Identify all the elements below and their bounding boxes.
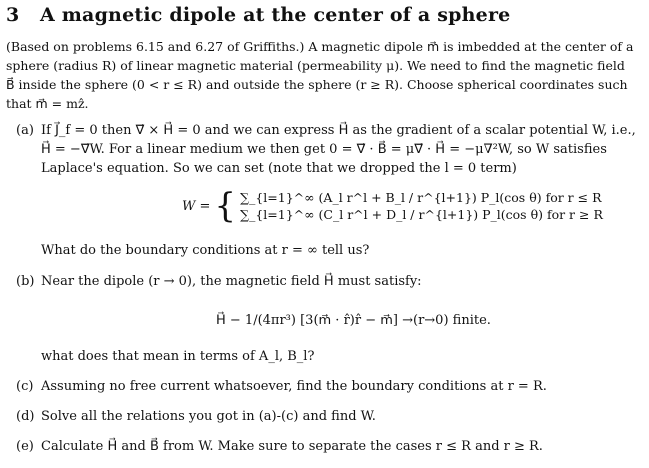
left-brace: {	[214, 186, 237, 226]
intro-line: that m⃗ = mẑ.	[6, 96, 89, 111]
part-e-text: Calculate H⃗ and B⃗ from W. Make sure to separate the cases r ≤ R and r ≥ R.	[41, 439, 543, 454]
intro-line: B⃗ inside the sphere (0 < r ≤ R) and outside the sphere (r ≥ R). Choose spherical coordinates such	[6, 77, 628, 92]
equation-cases	[240, 189, 603, 223]
part-b-text: Near the dipole (r → 0), the magnetic field H⃗ must satisfy:	[41, 274, 422, 289]
part-a-text	[41, 121, 636, 178]
part-b-label: (b)	[16, 274, 35, 289]
part-b-question: what does that mean in terms of A_l, B_l?	[41, 349, 315, 364]
section-title: A magnetic dipole at the center of a sphere	[40, 4, 511, 26]
section-heading	[6, 4, 510, 26]
equation-lhs: W =	[182, 198, 211, 214]
equation-case-outside: ∑_{l=1}^∞ (C_l r^l + D_l / r^{l+1}) P_l(cos θ) for r ≥ R	[240, 207, 603, 222]
part-c-text: Assuming no free current whatsoever, find the boundary conditions at r = R.	[41, 379, 547, 394]
dipole-limit-equation: H⃗ − 1/(4πr³) [3(m⃗ · r̂)r̂ − m⃗] →(r→0) finite.	[216, 313, 491, 328]
part-d-label: (d)	[16, 409, 35, 424]
part-a-line: If J⃗_f = 0 then ∇⃗ × H⃗ = 0 and we can express H⃗ as the gradient of a scalar potential W, i.e.,	[41, 123, 636, 138]
section-number: 3	[6, 4, 20, 26]
part-c-label: (c)	[16, 379, 34, 394]
part-a-question: What do the boundary conditions at r = ∞ tell us?	[41, 243, 370, 258]
equation-case-inside: ∑_{l=1}^∞ (A_l r^l + B_l / r^{l+1}) P_l(cos θ) for r ≤ R	[240, 190, 602, 205]
part-a-label: (a)	[16, 123, 34, 138]
part-a-line: H⃗ = −∇⃗W. For a linear medium we then get 0 = ∇⃗ · B⃗ = μ∇⃗ · H⃗ = −μ∇²W, so W satisfies	[41, 142, 607, 157]
part-d-text: Solve all the relations you got in (a)-(c) and find W.	[41, 409, 376, 424]
intro-paragraph	[6, 37, 638, 113]
intro-line: (Based on problems 6.15 and 6.27 of Griffiths.) A magnetic dipole m⃗ is imbedded at the center of a	[6, 39, 634, 54]
part-e-label: (e)	[16, 439, 34, 454]
potential-equation	[182, 186, 603, 226]
part-a-line: Laplace's equation. So we can set (note that we dropped the l = 0 term)	[41, 161, 517, 176]
intro-line: sphere (radius R) of linear magnetic material (permeability μ). We need to find the magnetic field	[6, 58, 625, 73]
